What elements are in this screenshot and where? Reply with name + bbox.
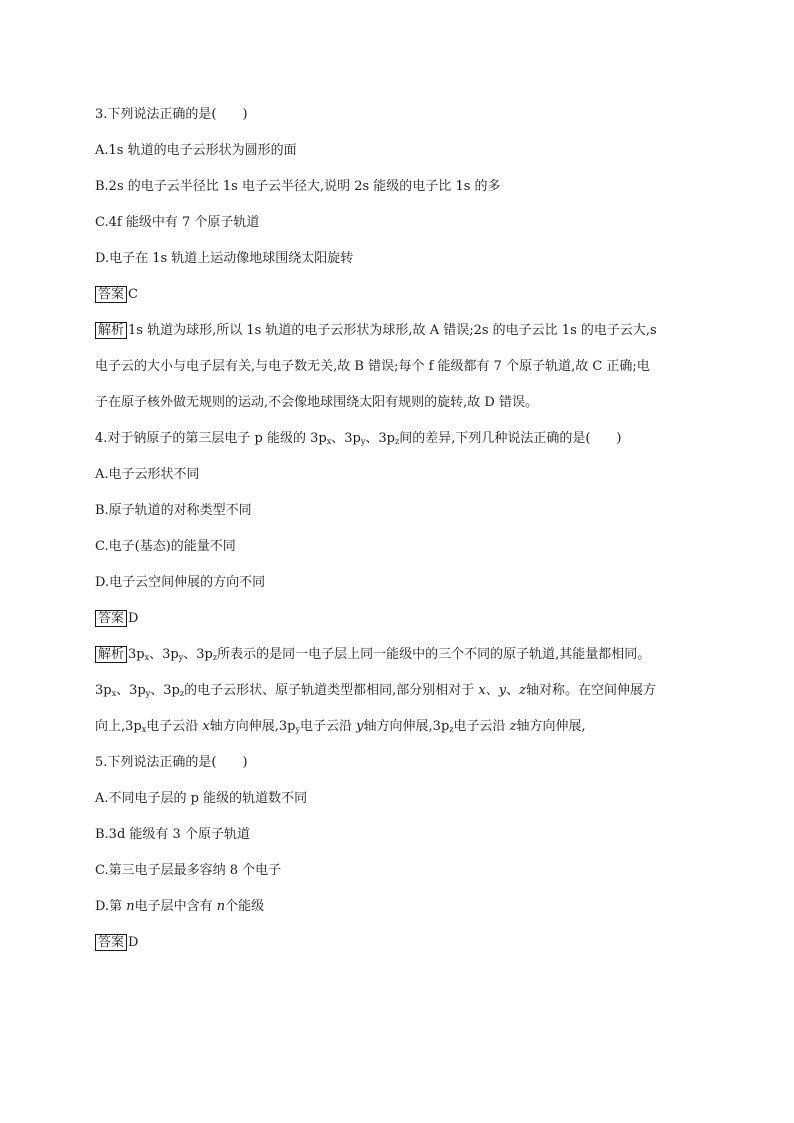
q4-answer xyxy=(95,610,138,628)
q4-option-d: D.电子云空间伸展的方向不同 xyxy=(95,575,266,590)
q4-option-c: C.电子(基态)的能量不同 xyxy=(95,539,236,554)
q4-analysis-text-3c: 轴方向伸展, xyxy=(209,719,279,734)
orbital-p: 3p xyxy=(278,719,296,734)
axis-z: z xyxy=(519,683,526,698)
sub-y: y xyxy=(178,653,184,662)
q4-analysis-text-2b: 轴对称。在空间伸展方 xyxy=(525,683,656,698)
sub-x: x xyxy=(141,725,147,734)
orbital-p: 3p xyxy=(162,647,179,662)
orbital-p: 3p xyxy=(378,431,395,446)
axis-x: x xyxy=(202,719,210,734)
axis-x: x xyxy=(478,683,486,698)
axis-y: y xyxy=(356,719,364,734)
sub-x: x xyxy=(144,653,150,662)
q3-option-d: D.电子在 1s 轨道上运动像地球围绕太阳旋转 xyxy=(95,251,354,266)
q4-analysis-text-3c: 轴方向伸展, xyxy=(516,719,586,734)
orbital-p: 3p xyxy=(344,431,361,446)
q3-stem: 3.下列说法正确的是( ) xyxy=(95,107,248,122)
q5-option-d xyxy=(95,898,264,916)
separator: 、 xyxy=(485,683,499,698)
answer-label: 答案 xyxy=(95,286,127,303)
variable-n: n xyxy=(216,899,226,914)
q4-stem xyxy=(95,430,621,448)
q3-analysis-text-1: 1s 轨道为球形,所以 1s 轨道的电子云形状为球形,故 A 错误;2s 的电子云比 1s 的电子云大,s xyxy=(128,323,657,338)
answer-label: 答案 xyxy=(95,610,127,627)
q4-analysis-line-1 xyxy=(95,646,650,664)
q5-answer xyxy=(95,934,138,952)
q4-analysis-text-3b: 电子云沿 xyxy=(453,719,506,734)
sub-z: z xyxy=(179,689,185,698)
analysis-label: 解析 xyxy=(95,646,127,663)
separator: 、 xyxy=(365,431,379,446)
q4-answer-value: D xyxy=(128,611,139,626)
separator: 、 xyxy=(506,683,520,698)
q4-analysis-line-2 xyxy=(95,682,656,700)
sub-z: z xyxy=(394,437,400,446)
q3-analysis-line-3: 子在原子核外做无规则的运动,不会像地球围绕太阳有规则的旋转,故 D 错误。 xyxy=(95,395,538,410)
sub-x: x xyxy=(111,689,117,698)
separator: 、 xyxy=(183,647,197,662)
sub-z: z xyxy=(212,653,218,662)
separator: 、 xyxy=(149,647,163,662)
q3-answer-value: C xyxy=(128,287,138,302)
sub-y: y xyxy=(295,725,301,734)
orbital-p: 3p xyxy=(196,647,213,662)
answer-label: 答案 xyxy=(95,934,127,951)
sub-x: x xyxy=(326,437,332,446)
q4-analysis-text-3b: 电子云沿 xyxy=(300,719,353,734)
sub-z: z xyxy=(449,725,454,734)
q4-analysis-text-1: 所表示的是同一电子层上同一能级中的三个不同的原子轨道,其能量都相同。 xyxy=(217,647,651,662)
q5-option-a: A.不同电子层的 p 能级的轨道数不同 xyxy=(95,791,308,806)
q4-option-a: A.电子云形状不同 xyxy=(95,467,200,482)
axis-z: z xyxy=(509,719,517,734)
q5-option-c: C.第三电子层最多容纳 8 个电子 xyxy=(95,863,282,878)
q4-analysis-line-3 xyxy=(95,718,586,736)
axis-y: y xyxy=(498,683,507,698)
q3-option-c: C.4f 能级中有 7 个原子轨道 xyxy=(95,215,260,230)
analysis-label: 解析 xyxy=(95,322,127,339)
sub-y: y xyxy=(145,689,151,698)
q5-stem: 5.下列说法正确的是( ) xyxy=(95,755,248,770)
q4-analysis-text-3a: 向上, xyxy=(95,719,126,734)
separator: 、 xyxy=(116,683,130,698)
q4-analysis-text-2: 的电子云形状、原子轨道类型都相同,部分别相对于 xyxy=(184,683,475,698)
q4-analysis-text-3b: 电子云沿 xyxy=(146,719,199,734)
orbital-p: 3p xyxy=(163,683,180,698)
orbital-p: 3p xyxy=(125,719,142,734)
orbital-p: 3p xyxy=(129,683,146,698)
sub-y: y xyxy=(360,437,366,446)
q5-d-post: 个能级 xyxy=(225,899,265,914)
q5-d-mid: 电子层中含有 xyxy=(134,899,213,914)
orbital-p: 3p xyxy=(95,683,112,698)
orbital-p: 3p xyxy=(128,647,145,662)
q4-stem-post: 间的差异,下列几种说法正确的是( ) xyxy=(399,431,622,446)
q3-analysis-line-1 xyxy=(95,322,657,340)
q3-analysis-line-2: 电子云的大小与电子层有关,与电子数无关,故 B 错误;每个 f 能级都有 7 个原子轨道,故 C 正确;电 xyxy=(95,359,650,374)
q4-stem-pre: 4.对于钠原子的第三层电子 p 能级的 3p xyxy=(95,431,327,446)
q3-answer xyxy=(95,286,138,304)
separator: 、 xyxy=(150,683,164,698)
q4-option-b: B.原子轨道的对称类型不同 xyxy=(95,503,252,518)
variable-n: n xyxy=(126,899,135,914)
q4-analysis-text-3c: 轴方向伸展, xyxy=(363,719,433,734)
separator: 、 xyxy=(331,431,345,446)
q5-d-pre: D.第 xyxy=(95,899,123,914)
q3-option-a: A.1s 轨道的电子云形状为圆形的面 xyxy=(95,143,297,158)
q3-option-b: B.2s 的电子云半径比 1s 电子云半径大,说明 2s 能级的电子比 1s 的多 xyxy=(95,179,501,194)
orbital-p: 3p xyxy=(432,719,450,734)
q5-option-b: B.3d 能级有 3 个原子轨道 xyxy=(95,827,250,842)
q5-answer-value: D xyxy=(128,935,139,950)
